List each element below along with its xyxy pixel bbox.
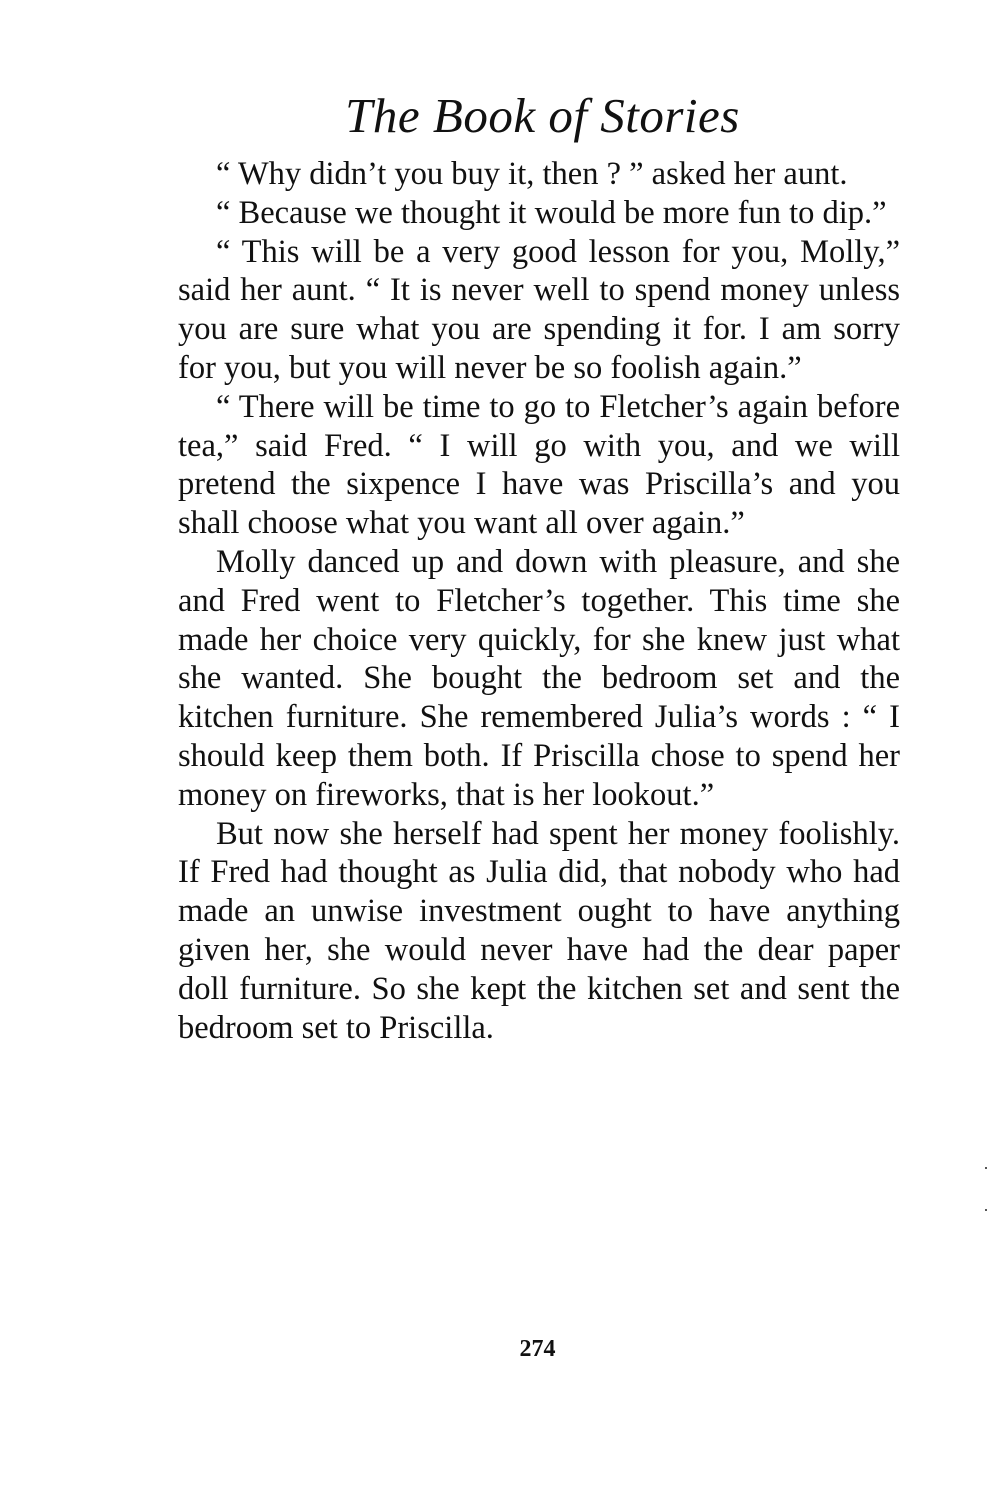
paragraph-5: Molly danced up and down with pleasure, and she and Fred went to Fletcher’s together. This time she made her choice very quickly, for she knew just what she wanted. She bought the bedroom set and the kitchen furniture. She remembered Julia’s words : “ I should keep them both. If Priscilla chose to spend her money on fireworks, that is her lookout.” xyxy=(178,543,900,813)
paragraph-1: “ Why didn’t you buy it, then ? ” asked her aunt. xyxy=(216,156,848,192)
paragraph-3: “ This will be a very good lesson for you, Molly,” said her aunt. “ It is never well to spend money unless you are sure what you are spending it for. I am sorry for you, but you will never be so foolish again.” xyxy=(178,233,900,386)
page-number: 274 xyxy=(519,1336,556,1362)
paragraph-4: “ There will be time to go to Fletcher’s again before tea,” said Fred. “ I will go with you, and we will pretend the sixpence I have was Priscilla’s and you shall choose what you want all over again.” xyxy=(178,388,900,542)
paragraph-2: “ Because we thought it would be more fun to dip.” xyxy=(216,194,887,231)
body-text xyxy=(178,155,900,1047)
running-head: The Book of Stories xyxy=(345,88,740,143)
scan-speck xyxy=(985,1167,987,1169)
paragraph-6: But now she herself had spent her money foolishly. If Fred had thought as Julia did, that nobody who had made an unwise investment ought to have anything given her, she would never have had the dear paper doll furniture. So she kept the kitchen set and sent the bedroom set to Priscilla. xyxy=(178,815,900,1046)
scan-speck xyxy=(985,1209,987,1211)
